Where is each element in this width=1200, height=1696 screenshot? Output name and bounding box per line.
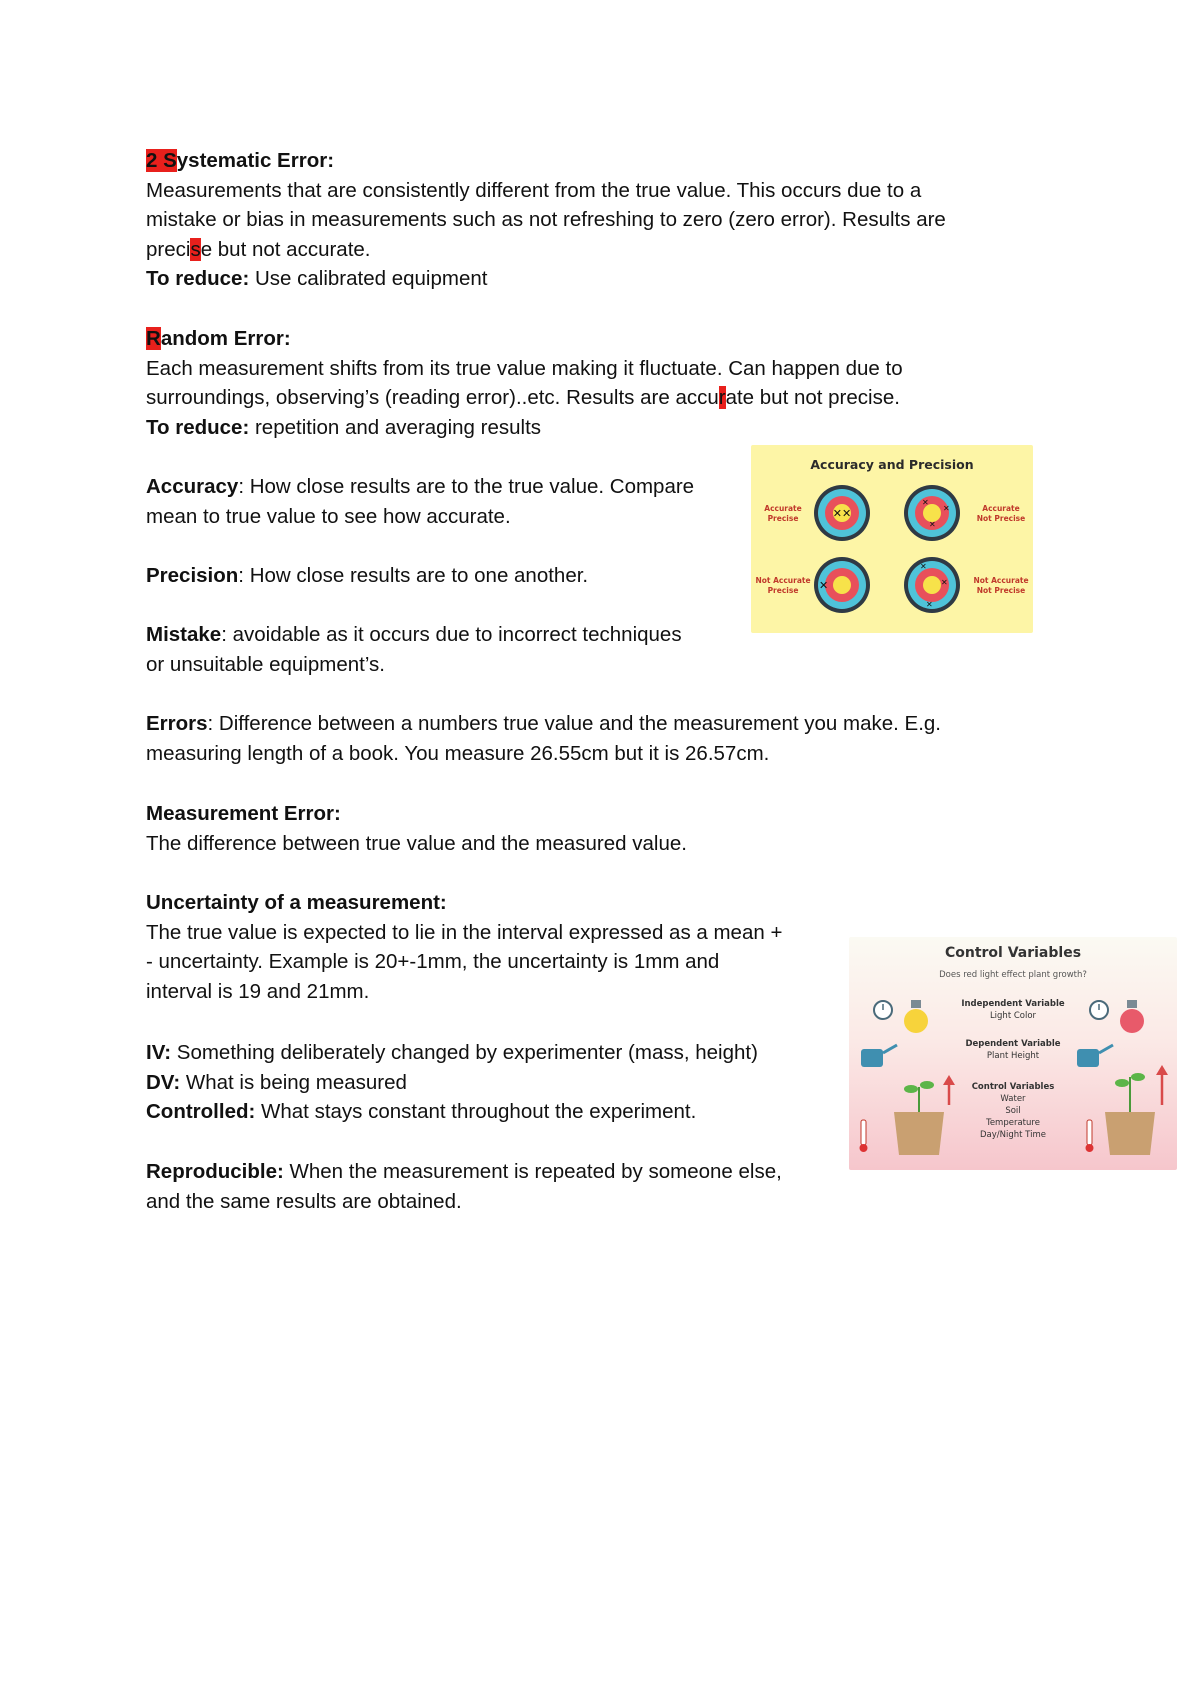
- uncertainty-line: - uncertainty. Example is 20+-1mm, the uncertainty is 1mm and: [146, 950, 720, 973]
- highlight-mark: R: [146, 327, 161, 350]
- control-variables-image: [849, 937, 1177, 1170]
- accuracy-precision-image: [751, 445, 1033, 633]
- accuracy-line: mean to true value to see how accurate.: [146, 504, 511, 528]
- measurement-error-title: Measurement Error:: [146, 802, 341, 825]
- mistake-line: or unsuitable equipment’s.: [146, 652, 385, 676]
- hit-mark-icon: ✕: [943, 504, 950, 513]
- cv-item: Temperature: [986, 1118, 1040, 1128]
- label-accurate: Accurate: [764, 504, 802, 513]
- reproducible-line: and the same results are obtained.: [146, 1189, 462, 1213]
- label-precise: Precise: [767, 514, 799, 523]
- target-accurate-precise: [814, 485, 870, 541]
- highlight-mark: 2 S: [146, 149, 177, 172]
- dv-value: Plant Height: [986, 1051, 1040, 1061]
- uncertainty-line: interval is 19 and 21mm.: [146, 979, 370, 1003]
- accuracy-line: Accuracy: How close results are to the true value. Compare: [146, 475, 695, 498]
- thermometer-icon: [860, 1120, 868, 1152]
- random-error-section: [146, 324, 903, 442]
- figure-title: Accuracy and Precision: [810, 457, 974, 472]
- red-lightbulb-icon: [1120, 1000, 1144, 1033]
- target-not-accurate-precise: [814, 557, 870, 613]
- figure-title: Control Variables: [944, 945, 1082, 961]
- target-not-accurate-not-precise: [904, 557, 960, 613]
- stopwatch-icon: [874, 1001, 892, 1019]
- label-precise: Precise: [767, 586, 799, 595]
- hit-mark-icon: ✕: [922, 498, 929, 507]
- up-arrow-icon: [943, 1075, 955, 1105]
- random-error-title: Random Error:: [146, 327, 291, 350]
- systematic-line: precise but not accurate.: [146, 237, 371, 261]
- hit-marks-icon: ✕: [819, 579, 829, 592]
- hit-mark-icon: ✕: [920, 562, 927, 571]
- systematic-reduce: To reduce: Use calibrated equipment: [146, 267, 488, 290]
- cv-item: Water: [1000, 1094, 1026, 1104]
- precision-section: [146, 561, 588, 591]
- random-line: surroundings, observing’s (reading error)..etc. Results are accurate but not precise.: [146, 386, 900, 409]
- random-line: Each measurement shifts from its true value making it fluctuate. Can happen due to: [146, 356, 903, 380]
- mistake-line: Mistake: avoidable as it occurs due to incorrect techniques: [146, 623, 682, 646]
- up-arrow-icon: [1156, 1065, 1168, 1105]
- systematic-error-section: [146, 146, 946, 294]
- cv-title: Control Variables: [971, 1082, 1055, 1092]
- label-not-accurate: Not Accurate: [755, 576, 811, 585]
- errors-section: [146, 709, 941, 768]
- plant-pot-icon: [894, 1081, 944, 1155]
- systematic-error-title: 2 Systematic Error:: [146, 149, 335, 172]
- measurement-error-text: The difference between true value and the measured value.: [146, 831, 687, 855]
- uncertainty-section: [146, 888, 782, 1006]
- label-accurate: Accurate: [982, 504, 1020, 513]
- precision-line: Precision: How close results are to one another.: [146, 564, 589, 587]
- accuracy-section: [146, 472, 694, 531]
- cv-item: Day/Night Time: [980, 1130, 1046, 1140]
- target-accurate-not-precise: [904, 485, 960, 541]
- yellow-lightbulb-icon: [904, 1000, 928, 1033]
- random-reduce: To reduce: repetition and averaging results: [146, 415, 542, 439]
- iv-value: Light Color: [989, 1011, 1037, 1021]
- uncertainty-title: Uncertainty of a measurement:: [146, 891, 447, 914]
- reproducible-line: Reproducible: When the measurement is repeated by someone else,: [146, 1160, 782, 1183]
- watering-can-icon: [1077, 1045, 1113, 1067]
- dv-line: DV: What is being measured: [146, 1070, 407, 1094]
- highlight-mark: r: [718, 386, 726, 409]
- systematic-line: Measurements that are consistently different from the true value. This occurs due to a: [146, 178, 922, 202]
- reproducible-section: [146, 1157, 782, 1216]
- hit-mark-icon: ✕: [926, 600, 933, 609]
- label-not-precise: Not Precise: [976, 514, 1026, 523]
- hit-mark-icon: ✕: [941, 578, 948, 587]
- iv-line: IV: Something deliberately changed by experimenter (mass, height): [146, 1041, 758, 1064]
- accuracy-precision-diagram: [751, 445, 1033, 633]
- label-not-precise: Not Precise: [976, 586, 1026, 595]
- plant-pot-icon: [1105, 1073, 1155, 1155]
- dv-title: Dependent Variable: [965, 1039, 1061, 1049]
- highlight-mark: s: [190, 237, 201, 261]
- control-variables-diagram: [849, 937, 1177, 1170]
- errors-line: Errors: Difference between a numbers true value and the measurement you make. E.g.: [146, 712, 942, 735]
- cv-item: Soil: [1005, 1106, 1021, 1116]
- thermometer-icon: [1086, 1120, 1094, 1152]
- controlled-line: Controlled: What stays constant throughout the experiment.: [146, 1100, 697, 1123]
- label-not-accurate: Not Accurate: [973, 576, 1029, 585]
- figure-subtitle: Does red light effect plant growth?: [939, 970, 1087, 980]
- hit-marks-icon: ✕✕: [832, 507, 852, 520]
- uncertainty-line: The true value is expected to lie in the interval expressed as a mean +: [146, 920, 783, 944]
- iv-title: Independent Variable: [961, 999, 1065, 1009]
- stopwatch-icon: [1090, 1001, 1108, 1019]
- systematic-line: mistake or bias in measurements such as not refreshing to zero (zero error). Results are: [146, 208, 946, 231]
- watering-can-icon: [861, 1045, 897, 1067]
- variables-section: [146, 1038, 758, 1127]
- mistake-section: [146, 620, 682, 679]
- measurement-error-section: [146, 799, 687, 858]
- hit-mark-icon: ✕: [929, 520, 936, 529]
- errors-line: measuring length of a book. You measure 26.55cm but it is 26.57cm.: [146, 741, 770, 765]
